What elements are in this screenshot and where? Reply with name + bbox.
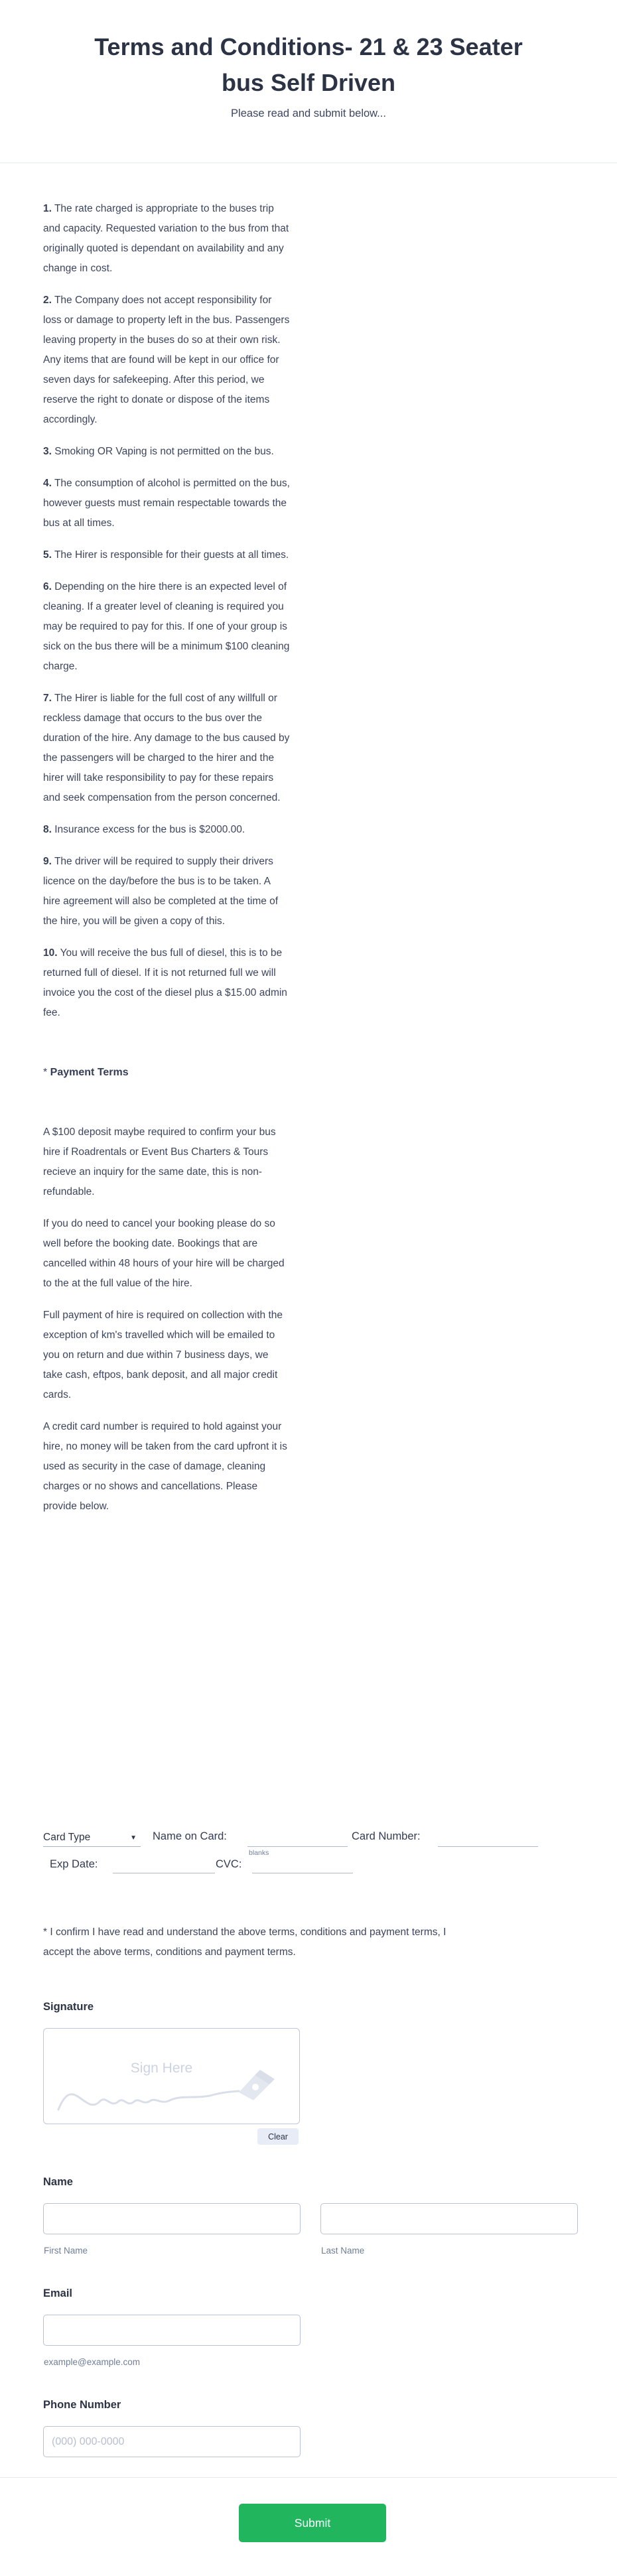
term-number: 2. [43,295,52,306]
term-text: Depending on the hire there is an expected level of cleaning. If a greater level of cleaning is required you may be required to pay for this. If one of your group is sick on the bus there will be a minimum $100 cleaning charge. [43,581,290,672]
terms-paragraph [43,545,290,565]
terms-paragraph [43,852,290,931]
first-name-sublabel: First Name [44,2246,88,2256]
exp-date-input[interactable] [113,1856,215,1873]
term-number: 8. [43,824,52,835]
clear-signature-button[interactable]: Clear [257,2128,299,2145]
term-number: 4. [43,478,52,489]
payment-paragraph: A $100 deposit maybe required to confirm your bus hire if Roadrentals or Event Bus Charters & Tours recieve an inquiry for the same date, this is non-refundable. [43,1126,276,1197]
name-on-card-input[interactable] [247,1830,348,1847]
terms-paragraph [43,474,290,533]
payment-paragraphs [43,1122,290,1517]
phone-label: Phone Number [43,2399,121,2411]
chevron-down-icon: ▼ [130,1834,137,1842]
confirmation-line1: * I confirm I have read and understand the above terms, conditions and payment terms, I [43,1927,446,1938]
cvc-input[interactable] [252,1856,353,1873]
squiggle-line [58,2091,239,2110]
term-number: 5. [43,549,52,561]
term-number: 10. [43,947,58,959]
submit-button[interactable]: Submit [239,2504,386,2542]
last-name-sublabel: Last Name [321,2246,365,2256]
card-number-input[interactable] [438,1830,538,1847]
phone-input[interactable] [43,2426,301,2457]
confirmation-line2: accept the above terms, conditions and payment terms. [43,1946,296,1958]
footer-divider [0,2477,617,2478]
term-number: 6. [43,581,52,592]
term-text: The driver will be required to supply their drivers licence on the day/before the bus is to be taken. A hire agreement will also be completed at the time of the hire, you will be given a copy of this. [43,856,279,927]
terms-and-payment-text [43,199,290,1528]
terms-paragraph [43,943,290,1023]
card-type-select[interactable] [43,1829,141,1847]
term-text: Insurance excess for the bus is $2000.00. [51,824,245,835]
name-on-card-hint: blanks [249,1849,269,1857]
payment-paragraph: A credit card number is required to hold against your hire, no money will be taken from the card upfront it is used as security in the case of damage, cleaning charges or no shows and cancellations. Please provide below. [43,1421,287,1512]
email-input[interactable] [43,2315,301,2346]
name-on-card-label: Name on Card: [153,1830,227,1842]
term-text: The Company does not accept responsibility for loss or damage to property left in the bus. Passengers leaving property in the buses do so at their own risk. Any items that are found will be kept in our office for seven days for safekeeping. After this period, we reserve the right to donate or dispose of the items accordingly. [43,295,290,425]
term-text: You will receive the bus full of diesel, this is to be returned full of diesel. If it is not returned full we will invoice you the cost of the diesel plus a $15.00 admin fee. [43,947,287,1018]
exp-date-label: Exp Date: [50,1858,98,1870]
term-number: 9. [43,856,52,867]
signature-pad[interactable] [43,2028,300,2124]
terms-list [43,199,290,1023]
term-number: 7. [43,693,52,704]
card-type-selected-value: Card Type [43,1832,91,1843]
confirmation-text [43,1923,587,1962]
payment-paragraph: If you do need to cancel your booking please do so well before the booking date. Bookings that are cancelled within 48 hours of your hire will be charged to the at the full value of the hire. [43,1218,285,1289]
page-subtitle: Please read and submit below... [231,107,386,119]
name-label: Name [43,2176,73,2188]
cvc-label: CVC: [216,1858,242,1870]
page-title [0,29,617,101]
page-title-line1: Terms and Conditions- 21 & 23 Seater [94,33,523,60]
card-number-label: Card Number: [352,1830,421,1842]
terms-paragraph [43,689,290,808]
payment-heading-asterisk: * [43,1067,50,1078]
first-name-input[interactable] [43,2203,301,2234]
signature-squiggle-and-pen-icon [56,2063,275,2118]
terms-paragraph [43,291,290,430]
signature-label: Signature [43,2001,94,2013]
sign-here-placeholder: Sign Here [130,2061,193,2076]
term-text: The rate charged is appropriate to the buses trip and capacity. Requested variation to the bus from that originally quoted is dependant on availability and any change in cost. [43,203,289,274]
terms-paragraph [43,199,290,279]
term-text: The Hirer is liable for the full cost of any willfull or reckless damage that occurs to the bus over the duration of the hire. Any damage to the bus caused by the passengers will be charged to the hirer and the hirer will take responsibility to pay for these repairs and seek compensation from the person concerned. [43,693,290,803]
payment-paragraph: Full payment of hire is required on collection with the exception of km's travelled which will be emailed to you on return and due within 7 business days, we take cash, eftpos, bank deposit, and all major credit cards. [43,1310,283,1400]
email-label: Email [43,2287,73,2299]
email-sublabel: example@example.com [44,2357,141,2367]
payment-heading-label: Payment Terms [50,1067,129,1078]
last-name-input[interactable] [320,2203,578,2234]
page-title-line2: bus Self Driven [221,69,396,96]
term-text: The Hirer is responsible for their guests at all times. [51,549,289,561]
terms-paragraph [43,577,290,677]
term-text: Smoking OR Vaping is not permitted on the bus. [51,446,274,457]
terms-paragraph [43,820,290,840]
pen-nib-icon [239,2070,275,2100]
payment-terms-heading [43,1063,290,1083]
term-number: 1. [43,203,52,214]
terms-paragraph [43,442,290,462]
term-text: The consumption of alcohol is permitted on the bus, however guests must remain respectable towards the bus at all times. [43,478,290,529]
term-number: 3. [43,446,52,457]
